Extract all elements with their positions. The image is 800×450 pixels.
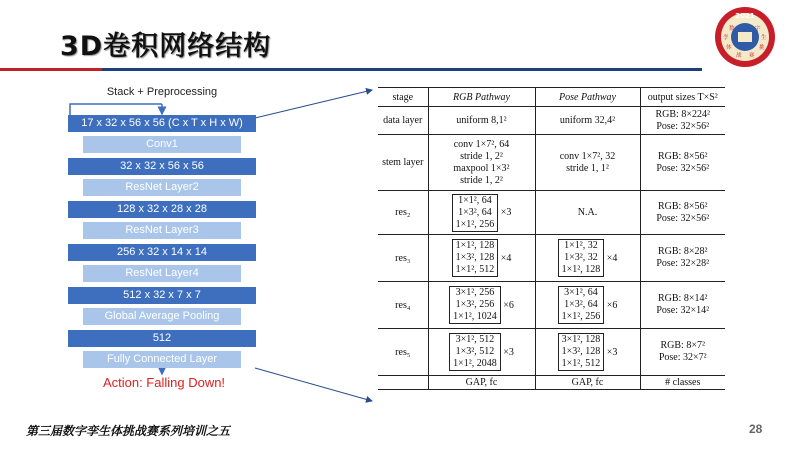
rgb-line: conv 1×7², 64 <box>453 138 510 150</box>
stage-cell: res₃ <box>378 235 428 282</box>
pose-cell <box>535 329 640 376</box>
output-pose: Pose: 32×56² <box>656 120 710 132</box>
layer-block: 32 x 32 x 56 x 56 <box>68 158 256 175</box>
layer-block: Global Average Pooling <box>83 308 241 325</box>
output-rgb: RGB: 8×14² <box>658 293 708 304</box>
rgb-cell <box>428 282 535 329</box>
rgb-line: 1×1², 256 <box>455 218 495 230</box>
matrix-bracket <box>449 286 501 324</box>
logo-char: 数 <box>729 26 735 32</box>
repeat-count: ×4 <box>500 252 512 264</box>
pose-cell <box>535 235 640 282</box>
pose-cell: uniform 32,4² <box>535 107 640 135</box>
rgb-line: 1×1², 1024 <box>453 311 497 322</box>
rgb-line: 1×1², 2048 <box>453 358 497 369</box>
layer-block: 256 x 32 x 14 x 14 <box>68 244 256 261</box>
output-pose: Pose: 32×7² <box>658 352 707 363</box>
rgb-line: maxpool 1×3² <box>453 162 510 174</box>
layer-block: 512 <box>68 330 256 347</box>
repeat-count: ×3 <box>500 207 512 218</box>
pose-line: stride 1, 1² <box>566 162 609 174</box>
logo-char: 挑 <box>759 45 765 51</box>
matrix-bracket <box>558 239 605 277</box>
table-row <box>378 135 725 191</box>
matrix-bracket <box>558 333 605 371</box>
repeat-count: ×3 <box>503 346 514 358</box>
pose-line: 1×1², 32 <box>564 240 598 251</box>
logo-char: 体 <box>726 45 732 51</box>
table-row <box>378 191 725 235</box>
layer-block: ResNet Layer2 <box>83 179 241 196</box>
zoom-arrow-bottom <box>255 368 372 401</box>
table-row <box>378 376 725 390</box>
output-rgb: RGB: 8×224² <box>655 108 710 120</box>
matrix-bracket <box>452 239 499 277</box>
layer-block: 512 x 32 x 7 x 7 <box>68 287 256 304</box>
rgb-cell: uniform 8,1² <box>428 107 535 135</box>
pose-line: 3×1², 64 <box>564 287 598 298</box>
rgb-line: stride 1, 2² <box>460 150 503 162</box>
output-rgb: RGB: 8×7² <box>660 340 705 351</box>
pose-cell: GAP, fc <box>535 376 640 390</box>
rgb-line: 1×3², 512 <box>455 346 495 357</box>
stage-cell: res₄ <box>378 282 428 329</box>
pose-line: 1×3², 32 <box>564 252 598 263</box>
logo-char: 战 <box>736 53 742 59</box>
output-pose: Pose: 32×14² <box>656 305 710 316</box>
slide-footer: 第三届数字孪生体挑战赛系列培训之五 <box>26 424 231 438</box>
pose-cell: N.A. <box>535 191 640 235</box>
matrix-bracket <box>452 194 499 232</box>
output-rgb: RGB: 8×56² <box>658 150 708 162</box>
rgb-line: 1×3², 64 <box>458 206 492 218</box>
layer-block: ResNet Layer3 <box>83 222 241 239</box>
pose-line: 1×3², 64 <box>564 299 598 310</box>
challenge-logo <box>714 6 776 68</box>
rgb-line: 1×3², 128 <box>455 252 495 263</box>
stage-cell: res₅ <box>378 329 428 376</box>
matrix-bracket <box>449 333 501 371</box>
rgb-cell <box>428 135 535 191</box>
logo-char: 孪 <box>723 35 729 41</box>
header-rgb-text: RGB Pathway <box>453 91 510 103</box>
header-stage: stage <box>378 88 428 107</box>
rgb-line: 1×1², 512 <box>455 264 495 275</box>
rgb-line: 3×1², 512 <box>455 334 495 345</box>
layer-block: 128 x 32 x 28 x 28 <box>68 201 256 218</box>
header-pose-text: Pose Pathway <box>559 91 616 103</box>
header-pose <box>535 88 640 107</box>
layer-block: 17 x 32 x 56 x 56 (C x T x H x W) <box>68 115 256 132</box>
output-cell <box>640 107 725 135</box>
pose-line: 1×1², 256 <box>561 311 601 322</box>
header-output: output sizes T×S² <box>640 88 725 107</box>
output-pose: Pose: 32×56² <box>656 162 710 174</box>
rgb-cell <box>428 329 535 376</box>
table-header-row <box>378 88 725 107</box>
output-cell <box>640 135 725 191</box>
logo-char: 生 <box>761 35 767 41</box>
table-row <box>378 282 725 329</box>
layer-block: ResNet Layer4 <box>83 265 241 282</box>
pose-line: 1×1², 128 <box>561 264 601 275</box>
pose-line: 1×3², 128 <box>561 346 601 357</box>
output-rgb: RGB: 8×28² <box>658 246 708 257</box>
rgb-line: stride 1, 2² <box>460 174 503 186</box>
logo-char: 字 <box>755 26 761 32</box>
output-cell <box>640 282 725 329</box>
output-rgb: RGB: 8×56² <box>658 200 708 212</box>
title-rule-red <box>0 68 102 71</box>
repeat-count: ×3 <box>606 346 618 358</box>
table-row <box>378 235 725 282</box>
pose-line: 1×1², 512 <box>561 358 601 369</box>
repeat-count: ×6 <box>503 299 514 311</box>
rgb-cell <box>428 235 535 282</box>
table-row <box>378 329 725 376</box>
rgb-cell <box>428 191 535 235</box>
stage-cell: data layer <box>378 107 428 135</box>
layer-block: Fully Connected Layer <box>83 351 241 368</box>
logo-year: 2021 <box>735 12 755 20</box>
output-cell <box>640 329 725 376</box>
output-pose: Pose: 32×56² <box>656 212 710 224</box>
output-pose: Pose: 32×28² <box>656 258 710 269</box>
rgb-line: 1×1², 64 <box>458 194 492 206</box>
layer-block: Conv1 <box>83 136 241 153</box>
output-cell: # classes <box>640 376 725 390</box>
repeat-count: ×4 <box>606 252 618 264</box>
header-rgb <box>428 88 535 107</box>
pose-line: 3×1², 128 <box>561 334 601 345</box>
title-rule-blue <box>102 68 702 71</box>
output-cell <box>640 235 725 282</box>
rgb-cell: GAP, fc <box>428 376 535 390</box>
stack-label: Stack + Preprocessing <box>106 86 218 98</box>
slide-title: 3D卷积网络结构 <box>60 31 272 62</box>
repeat-count: ×6 <box>606 299 618 311</box>
stage-cell <box>378 376 428 390</box>
action-label: Action: Falling Down! <box>102 375 226 390</box>
stage-cell: stem layer <box>378 135 428 191</box>
matrix-bracket <box>558 286 605 324</box>
zoom-arrow-top <box>255 90 372 118</box>
page-number: 28 <box>749 422 763 436</box>
table-row <box>378 107 725 135</box>
pose-cell <box>535 282 640 329</box>
output-cell <box>640 191 725 235</box>
logo-char: 赛 <box>749 53 755 59</box>
pose-line: conv 1×7², 32 <box>559 150 616 162</box>
architecture-table <box>378 87 725 390</box>
rgb-line: 1×1², 128 <box>455 240 495 251</box>
pose-cell <box>535 135 640 191</box>
stage-cell: res₂ <box>378 191 428 235</box>
rgb-line: 1×3², 256 <box>455 299 495 310</box>
rgb-line: 3×1², 256 <box>455 287 495 298</box>
